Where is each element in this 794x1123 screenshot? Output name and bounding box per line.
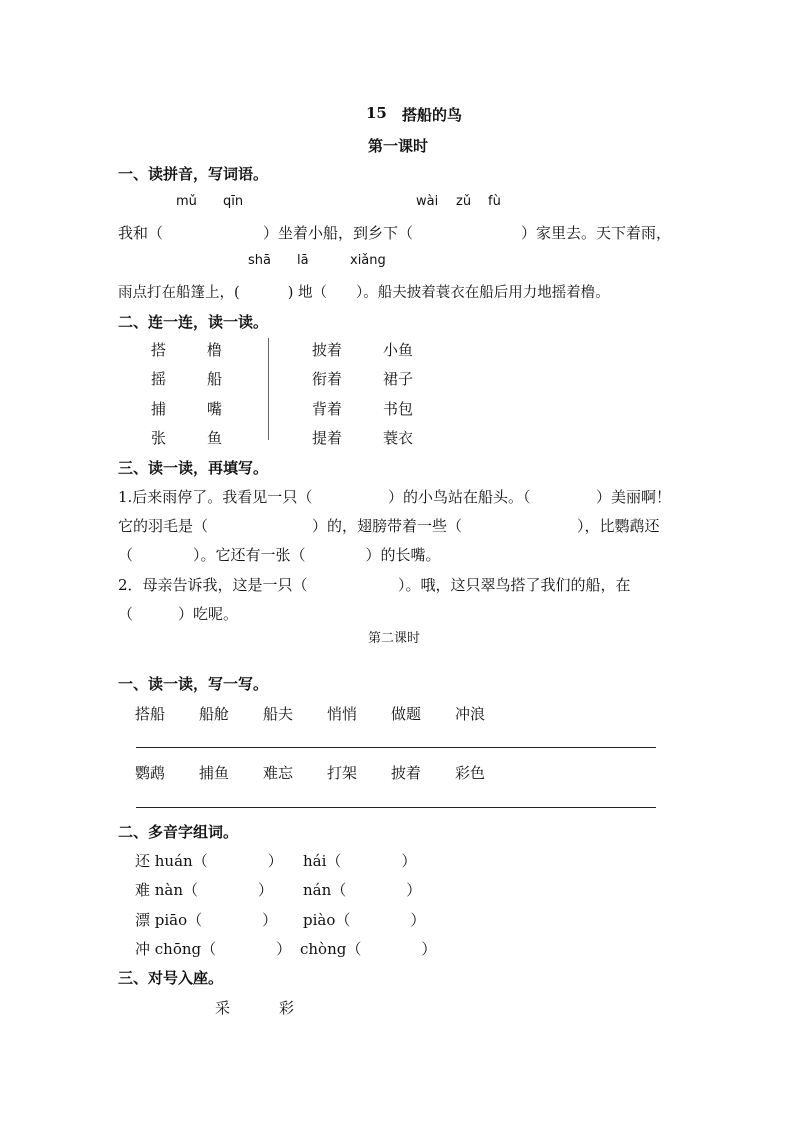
vocab-word: 悄悄	[327, 705, 358, 723]
vocab-word: 冲浪	[455, 705, 486, 723]
pinyin: fù	[488, 194, 501, 209]
vocab-word: 船舱	[199, 705, 230, 723]
match-word: 裙子	[383, 370, 414, 388]
passage-part: 它的羽毛是（	[118, 517, 209, 535]
match-char: 摇	[151, 370, 167, 388]
vocab-word: 做题	[391, 705, 422, 723]
divider-line	[268, 338, 269, 440]
passage-line: （ ）吃呢。	[118, 605, 239, 623]
passage-part: 1.后来雨停了。我看见一只（	[118, 488, 313, 506]
match-char: 搭	[151, 341, 167, 359]
polyphone-item: 漂 piāo（ ）	[135, 911, 278, 929]
sentence: 雨点打在船篷上，( ) 地（ ）。船夫披着蓑衣在船后用力地摇着橹。	[118, 285, 610, 301]
pinyin: qīn	[223, 194, 244, 209]
section-title: 一、读一读，写一写。	[118, 675, 269, 693]
page-title: 搭船的鸟	[402, 106, 463, 124]
passage-part: 2．母亲告诉我，这是一只（	[118, 576, 308, 594]
match-char: 鱼	[207, 429, 223, 447]
passage-part: ）。哦，这只翠鸟搭了我们的船，在	[398, 576, 631, 594]
match-char: 嘴	[207, 400, 223, 418]
passage-part: ）美丽啊！	[596, 488, 672, 506]
section-title: 三、读一读，再填写。	[118, 459, 269, 477]
passage-part: ）的，翅膀带着一些（	[312, 517, 463, 535]
passage-part: ），比鹦鹉还	[577, 517, 660, 535]
vocab-word: 鹦鹉	[135, 764, 166, 782]
match-word: 衔着	[312, 370, 343, 388]
sentence-part: ）家里去。天下着雨，	[521, 224, 672, 242]
passage-part: ）的小鸟站在船头。（	[388, 488, 531, 506]
vocab-word: 披着	[391, 764, 422, 782]
match-word: 小鱼	[383, 341, 414, 359]
vocab-word: 彩色	[455, 764, 486, 782]
choice-char: 采	[215, 999, 231, 1017]
match-word: 蓑衣	[383, 429, 414, 447]
pinyin: zǔ	[456, 194, 472, 209]
pinyin: xiǎng	[350, 253, 386, 268]
lesson1-heading: 第一课时	[368, 137, 429, 155]
polyphone-item: piào（ ）	[303, 911, 426, 929]
pinyin: lā	[297, 253, 309, 268]
match-char: 捕	[151, 400, 167, 418]
match-word: 披着	[312, 341, 343, 359]
choice-char: 彩	[279, 999, 295, 1017]
passage-line: （ ）。它还有一张（ ）的长嘴。	[118, 546, 441, 564]
match-word: 书包	[383, 400, 414, 418]
polyphone-item: 难 nàn（ ）	[135, 881, 274, 899]
match-char: 船	[207, 370, 223, 388]
lesson2-heading: 第二课时	[368, 631, 421, 646]
pinyin: wài	[416, 194, 439, 209]
match-word: 背着	[312, 400, 343, 418]
vocab-word: 搭船	[135, 705, 166, 723]
polyphone-item: nán（ ）	[303, 881, 422, 899]
pinyin: shā	[248, 253, 271, 268]
writing-line	[136, 807, 656, 808]
pinyin: mǔ	[176, 194, 197, 209]
section-title: 二、连一连，读一读。	[118, 313, 269, 331]
vocab-word: 捕鱼	[199, 764, 230, 782]
vocab-word: 难忘	[263, 764, 294, 782]
match-char: 张	[151, 429, 167, 447]
section-title: 二、多音字组词。	[118, 823, 239, 841]
section-title: 三、对号入座。	[118, 969, 224, 987]
sentence-part: ）坐着小船，到乡下（	[263, 224, 414, 242]
vocab-word: 船夫	[263, 705, 294, 723]
vocab-word: 打架	[327, 764, 358, 782]
polyphone-item: chòng（ ）	[300, 940, 437, 958]
match-word: 提着	[312, 429, 343, 447]
match-char: 橹	[207, 341, 223, 359]
section-title: 一、读拼音，写词语。	[118, 165, 269, 183]
polyphone-item: 还 huán（ ）	[135, 852, 283, 870]
lesson-number: 15	[366, 104, 387, 122]
writing-line	[136, 747, 656, 748]
polyphone-item: hái（ ）	[303, 852, 417, 870]
polyphone-item: 冲 chōng（ ）	[135, 940, 292, 958]
sentence-part: 我和（	[118, 224, 164, 242]
